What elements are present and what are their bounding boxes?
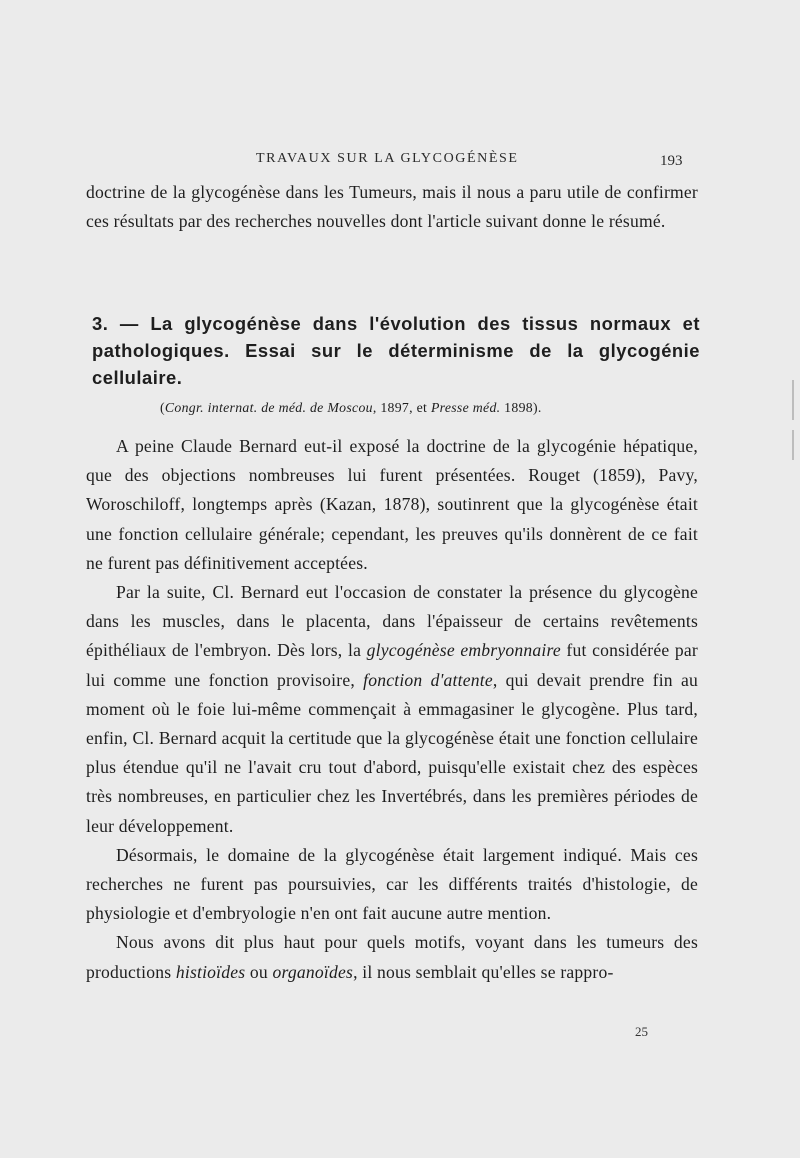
p4-text-a: Nous avons dit plus haut pour quels motifs, voyant dans les tumeurs des productions (86, 932, 698, 982)
citation-source-2: Presse méd. (430, 400, 501, 415)
citation-source-1: Congr. internat. de méd. de Moscou (164, 400, 373, 415)
section-heading: 3. — La glycogénèse dans l'évolution des tissus normaux et pathologiques. Essai sur le déterminisme de la glycogénie cellulaire. (92, 313, 700, 388)
p4-emphasis-1: histioïdes (175, 961, 246, 982)
page-header (0, 151, 800, 173)
signature-mark: 25 (635, 1024, 648, 1039)
p2-emphasis-2: fonction d'attente (363, 669, 493, 690)
p4-text-c: , il nous semblait qu'elles se rappro- (353, 961, 614, 982)
body-paragraph-2 (86, 578, 698, 841)
running-head: TRAVAUX SUR LA GLYCOGÉNÈSE (256, 151, 519, 166)
p2-emphasis-1: glycogénèse embryonnaire (366, 640, 561, 661)
body-text (86, 432, 698, 987)
body-paragraph-1: A peine Claude Bernard eut-il exposé la doctrine de la glycogénie hépatique, que des objections nombreuses lui furent présentées. Rouget (1859), Pavy, Woroschiloff, longtemps après (Kazan, 1878), soutinrent que la glycogénèse était une fonction cellulaire générale; cependant, les preuves qu'ils donnèrent de ce fait ne furent pas définitivement acceptées. (86, 436, 698, 573)
page-number: 193 (660, 153, 683, 169)
body-paragraph-3: Désormais, le domaine de la glycogénèse était largement indiqué. Mais ces recherches ne furent pas poursuivies, car les différents traités d'histologie, de physiologie et d'embryologie n'en ont fait aucune autre mention. (86, 844, 698, 924)
p4-text-b: ou (245, 961, 273, 982)
intro-paragraph: doctrine de la glycogénèse dans les Tumeurs, mais il nous a paru utile de confirmer ces résultats par des recherches nouvelles dont l'article suivant donne le résumé. (86, 182, 698, 232)
body-paragraph-4 (86, 928, 698, 986)
page-edge-mark (792, 430, 794, 460)
page-edge-mark (792, 380, 794, 420)
p2-text-a: Par la suite, Cl. Bernard eut l'occasion de constater la présence du glycogène dans les muscles, dans le placenta, dans l'épaisseur de certains revêtements épithéliaux de l'embryon. Dès lors, la (86, 582, 698, 661)
p2-text-b: fut considérée par lui comme une fonction provisoire, (86, 640, 698, 690)
section-citation (160, 400, 542, 416)
citation-mid: , 1897, et (372, 400, 431, 415)
citation-open: ( (160, 400, 165, 415)
p2-text-c: , qui devait prendre fin au moment où le foie lui-même commençait à emmagasiner le glycogène. Plus tard, enfin, Cl. Bernard acquit la certitude que la glycogénèse était une fonction cellulaire plus étendue qu'il ne l'avait cru tout d'abord, puisqu'elle existait chez des espèces très nombreuses, en particulier chez les Invertébrés, dans les premières périodes de leur développement. (86, 669, 698, 836)
citation-close: 1898). (500, 400, 542, 415)
p4-emphasis-2: organoïdes (272, 961, 354, 982)
